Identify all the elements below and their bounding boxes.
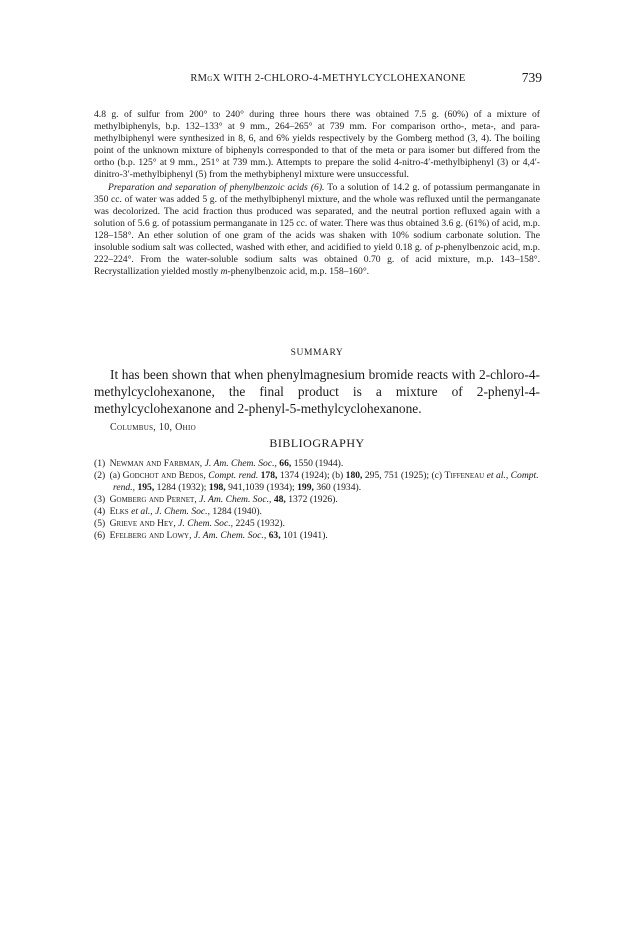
preparation-heading: Preparation and separation of phenylbenzoic acids (6). — [108, 181, 325, 193]
running-head-left: RMgX WITH — [190, 73, 252, 84]
reference-list — [94, 458, 540, 542]
preparation-text-b: -phenylbenzoic acid, m.p. 222–224°. From the water-soluble sodium salts was obtained 0.70 g. of acid mixture, m.p. 143–158°. Recrystallization yielded mostly — [94, 242, 540, 278]
reference-item: (6) Efelberg and Lowy, J. Am. Chem. Soc., 63, 101 (1941). — [94, 530, 328, 541]
reference-item: (3) Gomberg and Pernet, J. Am. Chem. Soc., 48, 1372 (1926). — [94, 494, 338, 505]
reference-item: (4) Elks et al., J. Chem. Soc., 1284 (1940). — [94, 506, 262, 517]
meta-prefix: m — [220, 266, 228, 278]
para-prefix: p — [435, 242, 441, 254]
reference-item: (2) (a) Godchot and Bedos, Compt. rend. 178, 1374 (1924); (b) 180, 295, 751 (1925); (c) Tiffeneau et al., Compt. rend., 195, 1284 (1932); 198, 941,1039 (1934); 199, 360 (1934). — [94, 470, 539, 493]
running-head-right: 2-CHLORO-4-METHYLCYCLOHEXANONE — [254, 73, 466, 84]
author-address: Columbus, 10, Ohio — [110, 422, 196, 433]
summary-heading: SUMMARY — [290, 348, 344, 358]
paragraph-sulfur: 4.8 g. of sulfur from 200° to 240° during three hours there was obtained 7.5 g. (60%) of a mixture of methylbiphenyls, b.p. 132–133° at 9 mm., 264–265° at 739 mm. For comparison ortho-, meta-, and para-methylbiphenyl were synthesized in 8, 6, and 6% yields respectively by the Gomberg method (3, 4). The boiling point of the unknown mixture of biphenyls corresponded to that of the meta or para isomer but differed from the ortho (b.p. 125° at 9 mm., 251° at 739 mm.). Attempts to prepare the solid 4-nitro-4′-methylbiphenyl (3) or 4,4′-dinitro-3′-methylbiphenyl (5) from the methybiphenyl mixture were unsuccessful. — [94, 109, 540, 181]
bibliography-heading: BIBLIOGRAPHY — [269, 436, 365, 450]
page-number: 739 — [521, 70, 542, 85]
body-text — [94, 109, 540, 278]
preparation-text-c: -phenylbenzoic acid, m.p. 158–160°. — [227, 266, 370, 278]
running-head — [128, 73, 528, 84]
paragraph-preparation — [94, 182, 540, 279]
preparation-text-a: To a solution of 14.2 g. of potassium permanganate in 350 cc. of water was added 5 g. of the methylbiphenyl mixture, and the whole was refluxed until the permanganate was decolorized. The acid fraction thus produced was separated, and the neutral portion refluxed again with a solution of 5.6 g. of potassium permanganate in 125 cc. of water. There was thus obtained 3.6 g. (61%) of acid, m.p. 128–158°. An ether solution of one gram of the acids was shaken with 10% sodium carbonate solution. The insoluble sodium salt was collected, washed with ether, and acidified to yield 0.18 g. of — [94, 181, 540, 254]
reference-item: (1) Newman and Farbman, J. Am. Chem. Soc., 66, 1550 (1944). — [94, 458, 344, 469]
reference-item: (5) Grieve and Hey, J. Chem. Soc., 2245 (1932). — [94, 518, 286, 529]
summary-text: It has been shown that when phenylmagnesium bromide reacts with 2-chloro-4-methylcyclohexanone, the final product is a mixture of 2-phenyl-4-methylcyclohexanone and 2-phenyl-5-methylcyclohexanone. — [94, 367, 540, 417]
